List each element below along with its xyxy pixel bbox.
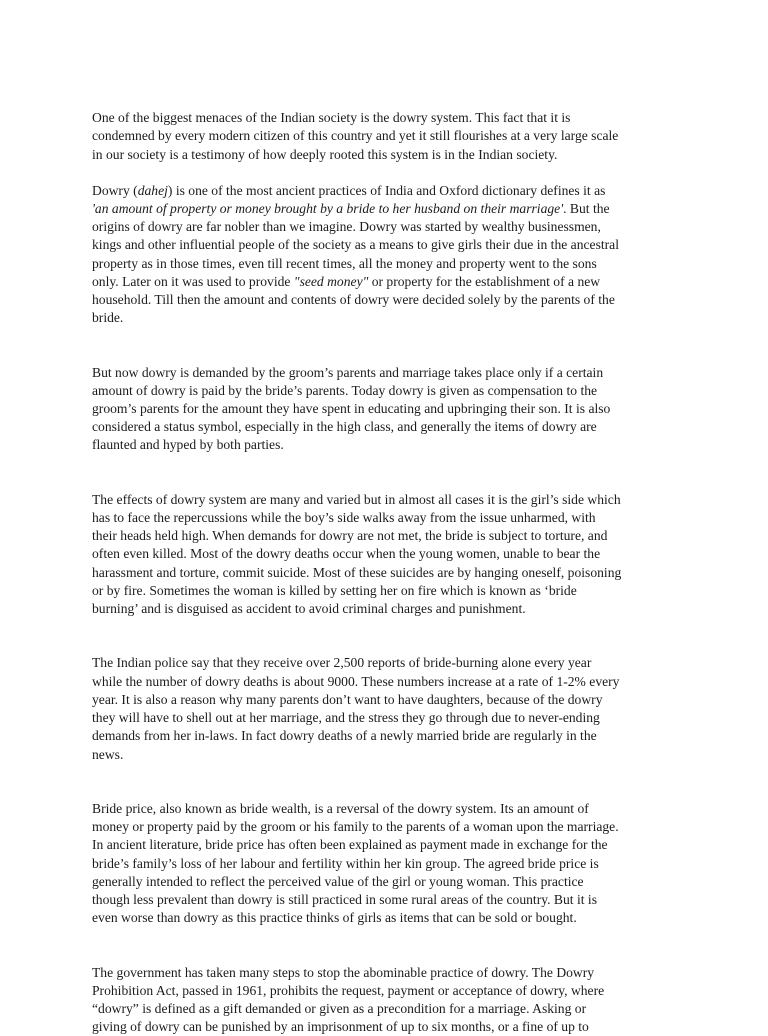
paragraph-2-text: . But the origins of dowry are far nobler than we imagine. Dowry was started by wealthy businessmen, kings and other influential people of the society as a means to give girls their due in the ancestral property as in those times, even till recent times, all the money and property went to the sons only. Later on it was used to provide xyxy=(92,201,619,289)
paragraph-7 xyxy=(92,945,712,1036)
paragraph-2-italic-term: dahej xyxy=(137,182,168,198)
paragraph-4 xyxy=(92,473,712,619)
paragraph-5 xyxy=(92,636,712,763)
paragraph-2-italic-definition: 'an amount of property or money brought by a bride to her husband on their marriage' xyxy=(92,201,564,217)
paragraph-2-text: or property for the establishment of a new household. Till then the amount and contents of dowry were decided solely by the parents of the bride. xyxy=(92,273,615,326)
paragraph-2-text: ) is one of the most ancient practices of India and Oxford dictionary defines it as xyxy=(167,182,606,198)
paragraph-4-text: The effects of dowry system are many and varied but in almost all cases it is the girl’s side which has to face the repercussions while the boy’s side walks away from the issue unharmed, with their heads held high. When demands for dowry are not met, the bride is subject to torture, and often even killed. Most of the dowry deaths occur when the young women, unable to bear the harassment and torture, commit suicide. Most of these suicides are by hanging oneself, poisoning or by fire. Sometimes the woman is killed by setting her on fire which is known as ‘bride burning’ and is disguised as accident to avoid criminal charges and punishment. xyxy=(92,491,622,617)
paragraph-2 xyxy=(92,182,712,328)
paragraph-5-text: The Indian police say that they receive over 2,500 reports of bride-burning alone every year while the number of dowry deaths is about 9000. These numbers increase at a rate of 1-2% every year. It is also a reason why many parents don’t want to have daughters, because of the dowry they will have to shell out at her marriage, and the stress they go through due to never-ending demands from her in-laws. In fact dowry deaths of a newly married bride are regularly in the news. xyxy=(92,655,620,762)
paragraph-1-text: One of the biggest menaces of the Indian society is the dowry system. This fact that it is condemned by every modern citizen of this country and yet it still flourishes at a very large scale in our society is a testimony of how deeply rooted this system is in the Indian society. xyxy=(92,110,619,162)
paragraph-2-text: Dowry ( xyxy=(92,182,138,198)
paragraph-6 xyxy=(92,782,712,928)
paragraph-1 xyxy=(92,91,712,164)
paragraph-7-text: The government has taken many steps to stop the abominable practice of dowry. The Dowry Prohibition Act, passed in 1961, prohibits the request, payment or acceptance of dowry, where “dowry” is defined as a gift demanded or given as a precondition for a marriage. Asking or giving of dowry can be punished by an imprisonment of up to six months, or a fine of up to xyxy=(92,964,605,1035)
paragraph-3 xyxy=(92,345,712,454)
paragraph-3-text: But now dowry is demanded by the groom’s parents and marriage takes place only if a certain amount of dowry is paid by the bride’s parents. Today dowry is given as compensation to the groom’s parents for the amount they have spent in educating and upbringing their son. It is also considered a status symbol, especially in the high class, and generally the items of dowry are flaunted and hyped by both parties. xyxy=(92,364,611,453)
paragraph-2-italic-seed-money: "seed money" xyxy=(293,273,369,289)
paragraph-6-text: Bride price, also known as bride wealth, is a reversal of the dowry system. Its an amount of money or property paid by the groom or his family to the parents of a woman upon the marriage. In ancient literature, bride price has often been explained as payment made in exchange for the bride’s family’s loss of her labour and fertility within her kin group. The agreed bride price is generally intended to reflect the perceived value of the girl or young woman. This practice though less prevalent than dowry is still practiced in some rural areas of the country. But it is even worse than dowry as this practice thinks of girls as items that can be sold or bought. xyxy=(92,800,619,926)
